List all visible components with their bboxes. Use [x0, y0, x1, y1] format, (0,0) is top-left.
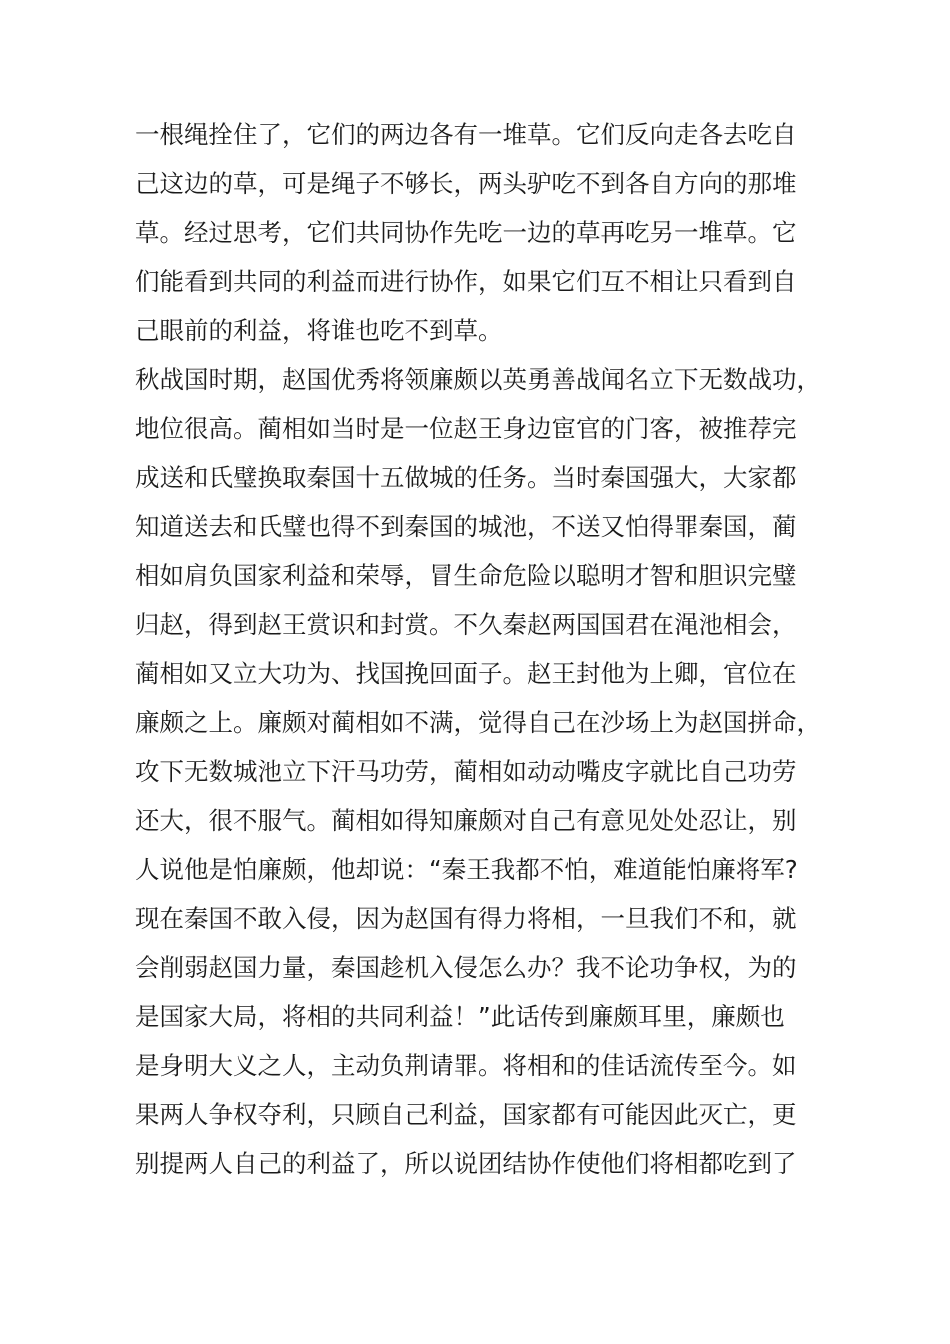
text-line: 现在秦国不敢入侵，因为赵国有得力将相，一旦我们不和，就: [135, 904, 797, 933]
text-line: 人说他是怕廉颇，他却说：“秦王我都不怕，难道能怕廉将军?: [135, 855, 798, 884]
text-line: 别提两人自己的利益了，所以说团结协作使他们将相都吃到了: [135, 1149, 797, 1178]
text-line: 知道送去和氏璧也得不到秦国的城池，不送又怕得罪秦国，蔺: [135, 512, 797, 541]
text-line: 一根绳拴住了，它们的两边各有一堆草。它们反向走各去吃自: [135, 120, 797, 149]
text-line: 秋战国时期，赵国优秀将领廉颇以英勇善战闻名立下无数战功，: [135, 365, 821, 394]
text-line: 是身明大义之人，主动负荆请罪。将相和的佳话流传至今。如: [135, 1051, 797, 1080]
body-text: [135, 110, 835, 1188]
text-line: 还大，很不服气。蔺相如得知廉颇对自己有意见处处忍让，别: [135, 806, 797, 835]
text-line: 果两人争权夺利，只顾自己利益，国家都有可能因此灭亡，更: [135, 1100, 797, 1129]
text-line: 廉颇之上。廉颇对蔺相如不满，觉得自己在沙场上为赵国拼命，: [135, 708, 821, 737]
text-line: 归赵，得到赵王赏识和封赏。不久秦赵两国国君在渑池相会，: [135, 610, 797, 639]
text-line: 成送和氏璧换取秦国十五做城的任务。当时秦国强大，大家都: [135, 463, 797, 492]
text-line: 们能看到共同的利益而进行协作，如果它们互不相让只看到自: [135, 267, 797, 296]
text-line: 地位很高。蔺相如当时是一位赵王身边宦官的门客，被推荐完: [135, 414, 797, 443]
text-line: 蔺相如又立大功为、找国挽回面子。赵王封他为上卿，官位在: [135, 659, 797, 688]
text-line: 相如肩负国家利益和荣辱，冒生命危险以聪明才智和胆识完璧: [135, 561, 797, 590]
text-line: 攻下无数城池立下汗马功劳，蔺相如动动嘴皮字就比自己功劳: [135, 757, 797, 786]
text-line: 会削弱赵国力量，秦国趁机入侵怎么办？我不论功争权，为的: [135, 953, 797, 982]
text-line: 草。经过思考，它们共同协作先吃一边的草再吃另一堆草。它: [135, 218, 797, 247]
text-line: 己眼前的利益，将谁也吃不到草。: [135, 316, 503, 345]
text-line: 是国家大局，将相的共同利益！”此话传到廉颇耳里，廉颇也: [135, 1002, 785, 1031]
text-line: 己这边的草，可是绳子不够长，两头驴吃不到各自方向的那堆: [135, 169, 797, 198]
